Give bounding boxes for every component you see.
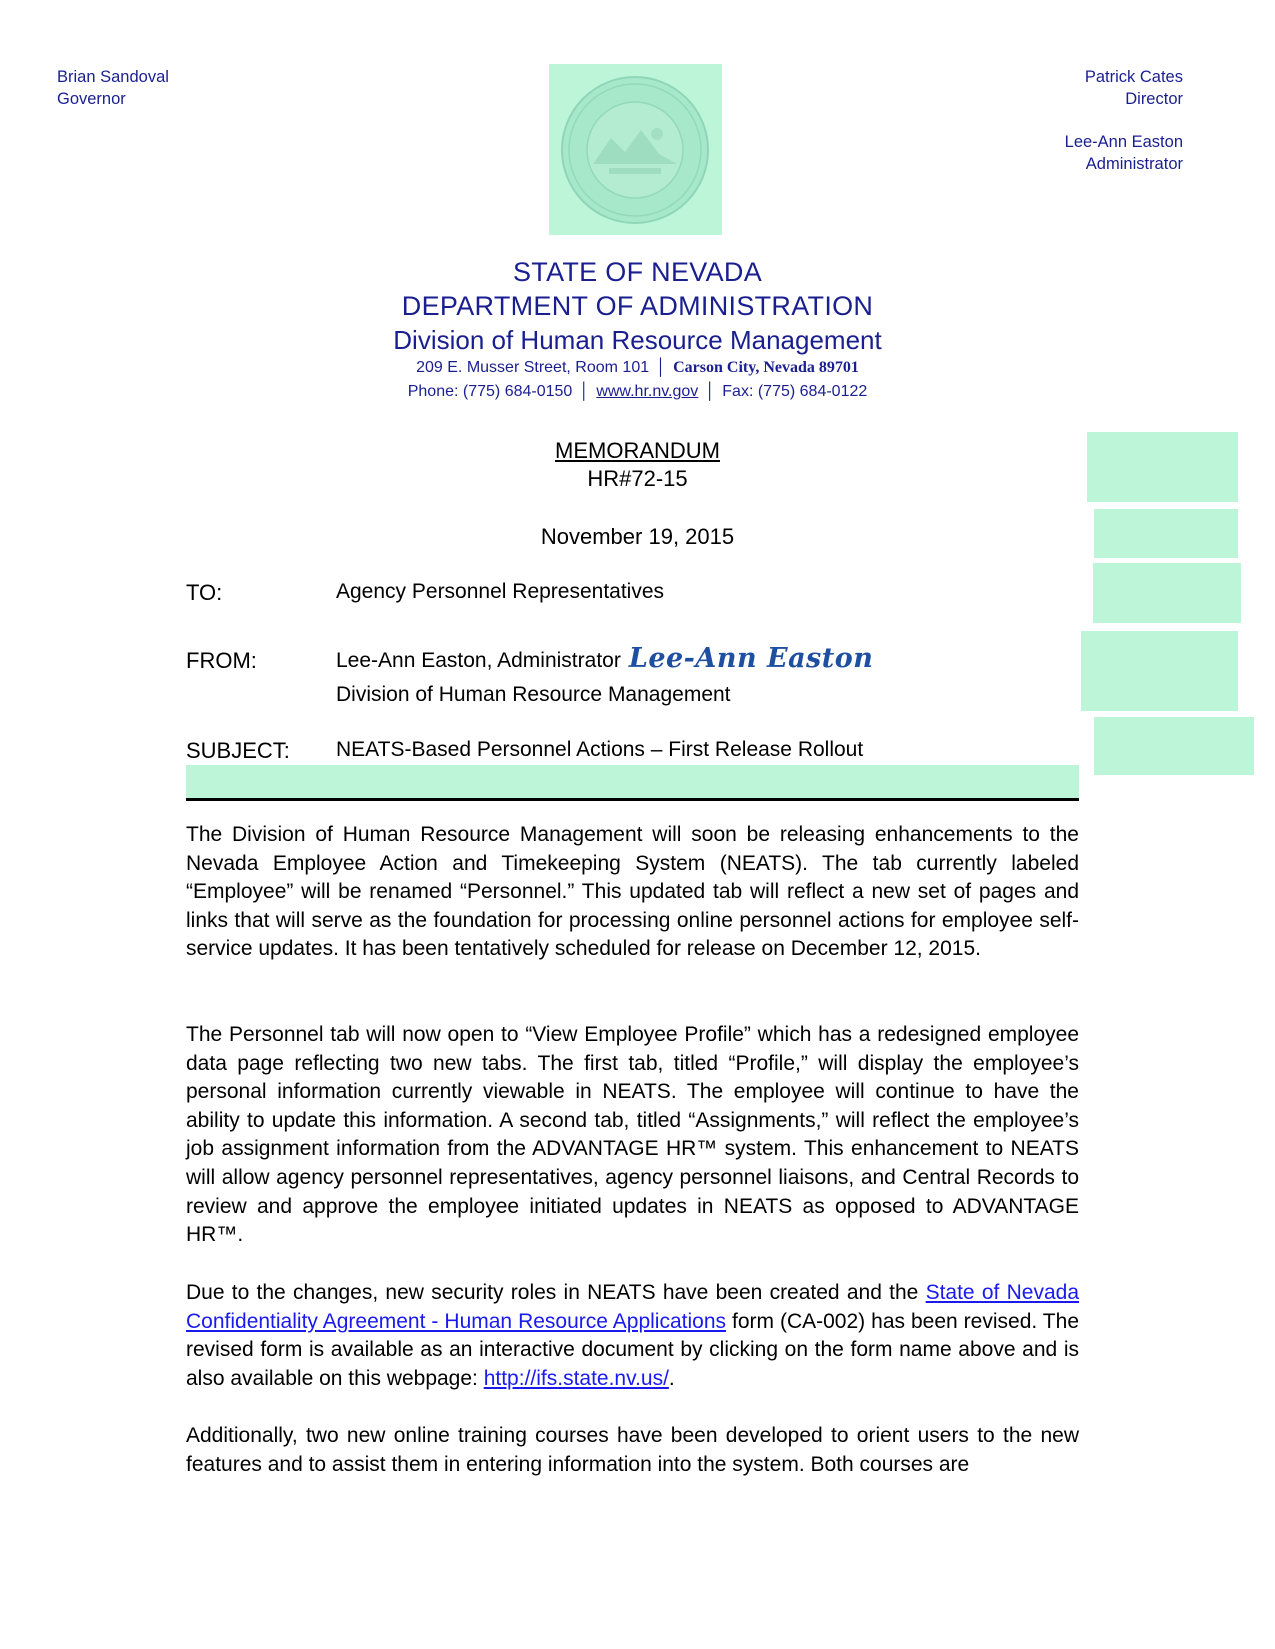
subject-label: SUBJECT: [186, 738, 290, 763]
to-value: Agency Personnel Representatives [336, 580, 665, 603]
address-city: Carson City, Nevada 89701 [673, 359, 859, 376]
website-link[interactable]: www.hr.nv.gov [596, 383, 699, 400]
separator: │ [705, 383, 716, 400]
ifs-website-link[interactable]: http://ifs.state.nv.us/ [483, 1366, 669, 1390]
from-line [336, 643, 873, 674]
separator: │ [656, 359, 667, 376]
body-paragraph-2: The Personnel tab will now open to “View Employee Profile” which has a redesigned employee data page reflecting two new tabs. The first tab, titled “Profile,” will display the employee’s personal information currently viewable in NEATS. The employee will continue to have the ability to update this information. A second tab, titled “Assignments,” will reflect the employee’s job assignment information from the ADVANTAGE HR™ system. This enhancement to NEATS will allow agency personnel representatives, agency personnel liaisons, and Central Records to review and approve the employee initiated updates in NEATS as opposed to ADVANTAGE HR™. [186, 1023, 1079, 1247]
governor-title: Governor [57, 90, 126, 108]
letterhead-division: Division of Human Resource Management [393, 325, 882, 355]
redaction-block [1081, 631, 1238, 711]
fax-text: Fax: (775) 684-0122 [722, 383, 868, 400]
redaction-block [1087, 432, 1238, 502]
from-division: Division of Human Resource Management [336, 683, 731, 706]
letterhead-department: DEPARTMENT OF ADMINISTRATION [401, 291, 874, 321]
memo-number: HR#72-15 [587, 466, 688, 491]
redaction-block [1094, 509, 1238, 558]
director-title: Director [1125, 90, 1183, 108]
from-value: Lee-Ann Easton, Administrator [336, 649, 621, 672]
body-paragraph-3 [186, 1279, 1079, 1393]
header-divider [186, 798, 1079, 801]
state-seal [549, 64, 722, 235]
p3-start: Due to the changes, new security roles in NEATS have been created and the [186, 1281, 926, 1304]
administrator-title: Administrator [1085, 155, 1183, 173]
signature: Lee-Ann Easton [628, 643, 874, 674]
redaction-block [186, 765, 1079, 798]
redaction-block [1094, 717, 1254, 775]
confidentiality-agreement-link[interactable]: State of Nevada Confidentiality Agreement - Human Resource Applications [186, 1281, 1079, 1333]
redaction-block [1093, 563, 1241, 623]
governor-block [57, 66, 169, 110]
from-label: FROM: [186, 648, 257, 673]
p3-end: . [668, 1366, 675, 1390]
seal-icon [549, 64, 722, 235]
address-street: 209 E. Musser Street, Room 101 [416, 359, 650, 376]
phone-text: Phone: (775) 684-0150 [407, 383, 573, 400]
p3-middle: form (CA-002) has been revised. The revised form is available as an interactive document by clicking on the form name above and is also available on this webpage: [186, 1309, 1079, 1390]
memo-date: November 19, 2015 [540, 524, 735, 549]
letterhead-address [0, 359, 1275, 377]
subject-value: NEATS-Based Personnel Actions – First Release Rollout [336, 738, 864, 761]
memo-title: MEMORANDUM [555, 438, 720, 463]
director-block [1065, 66, 1183, 175]
governor-name: Brian Sandoval [57, 68, 169, 86]
body-paragraph-4: Additionally, two new online training courses have been developed to orient users to the new features and to assist them in entering information into the system. Both courses are [186, 1424, 1079, 1476]
administrator-name: Lee-Ann Easton [1064, 133, 1183, 151]
letterhead-state: STATE OF NEVADA [512, 257, 763, 287]
separator: │ [579, 383, 590, 400]
director-name: Patrick Cates [1084, 68, 1183, 86]
to-label: TO: [186, 580, 223, 605]
body-paragraph-1: The Division of Human Resource Management will soon be releasing enhancements to the Nevada Employee Action and Timekeeping System (NEATS). The tab currently labeled “Employee” will be renamed “Personnel.” This updated tab will reflect a new set of pages and links that will serve as the foundation for processing online personnel actions for employee self-service updates. It has been tentatively scheduled for release on December 12, 2015. [186, 823, 1079, 961]
letterhead-contact [0, 383, 1275, 401]
